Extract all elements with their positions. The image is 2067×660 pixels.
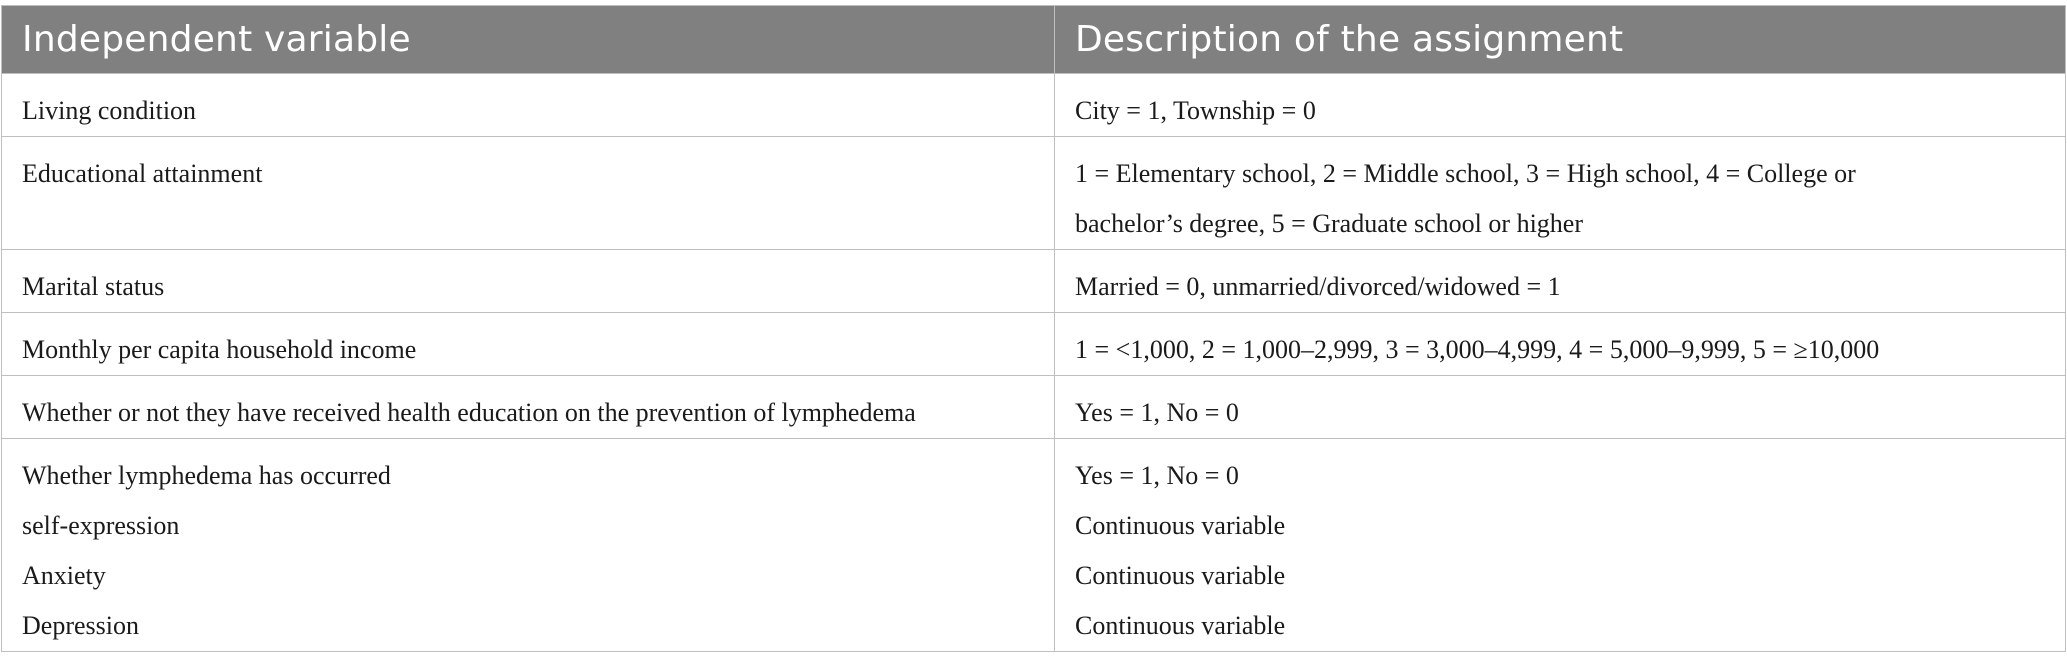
table-header (2, 6, 2066, 74)
variable-cell (2, 376, 1055, 439)
table-row (2, 313, 2066, 376)
column-header-description: Description of the assignment (1055, 6, 2066, 74)
variable-text: self-expression (22, 511, 180, 540)
variable-text: Living condition (22, 96, 197, 125)
description-text: 1 = Elementary school, 2 = Middle school, 3 = High school, 4 = College or (1075, 159, 1856, 188)
variable-text: Marital status (22, 272, 165, 301)
table-row (2, 376, 2066, 439)
variable-text: Whether lymphedema has occurred (22, 461, 391, 490)
description-cell (1055, 439, 2066, 652)
description-text: City = 1, Township = 0 (1075, 96, 1316, 125)
table-row (2, 74, 2066, 137)
variable-cell (2, 250, 1055, 313)
description-text: 1 = <1,000, 2 = 1,000–2,999, 3 = 3,000–4,999, 4 = 5,000–9,999, 5 = ≥10,000 (1075, 335, 1880, 364)
variable-text: Educational attainment (22, 159, 263, 188)
variable-assignment-table (1, 5, 2066, 652)
variable-cell (2, 439, 1055, 652)
description-text: Continuous variable (1075, 611, 1286, 640)
variable-text: Whether or not they have received health education on the prevention of lymphedema (22, 398, 916, 427)
data-table-container (1, 5, 2065, 652)
variable-text: Monthly per capita household income (22, 335, 417, 364)
description-cell (1055, 376, 2066, 439)
variable-cell (2, 137, 1055, 250)
description-cell (1055, 137, 2066, 250)
table-row (2, 439, 2066, 652)
description-text: Continuous variable (1075, 561, 1286, 590)
description-text: Yes = 1, No = 0 (1075, 461, 1239, 490)
table-row (2, 250, 2066, 313)
header-row (2, 6, 2066, 74)
column-header-independent-variable: Independent variable (2, 6, 1055, 74)
variable-cell (2, 313, 1055, 376)
description-cell (1055, 250, 2066, 313)
description-cell (1055, 313, 2066, 376)
variable-text: Anxiety (22, 561, 106, 590)
description-cell (1055, 74, 2066, 137)
table-row (2, 137, 2066, 250)
description-text: bachelor’s degree, 5 = Graduate school or higher (1075, 209, 1583, 238)
table-body (2, 74, 2066, 652)
description-text: Yes = 1, No = 0 (1075, 398, 1239, 427)
description-text: Continuous variable (1075, 511, 1286, 540)
variable-text: Depression (22, 611, 139, 640)
description-text: Married = 0, unmarried/divorced/widowed = 1 (1075, 272, 1561, 301)
variable-cell (2, 74, 1055, 137)
